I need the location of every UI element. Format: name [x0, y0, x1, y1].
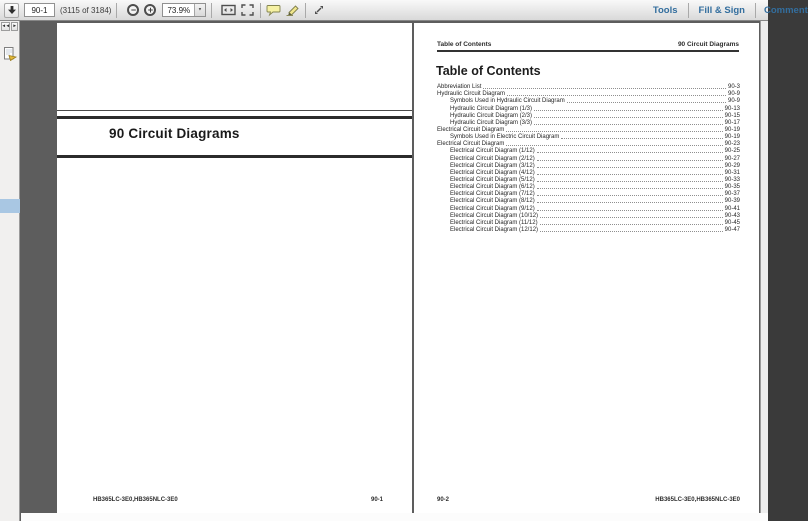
toc-entry[interactable]: [437, 183, 740, 190]
toc-dot-leader: [537, 202, 723, 203]
toc-entry-label: Electrical Circuit Diagram (9/12): [450, 205, 535, 212]
toolbar-separator: [755, 3, 756, 18]
toc-entry[interactable]: [437, 176, 740, 183]
toc-entry[interactable]: [437, 204, 740, 211]
fit-width-icon: [221, 4, 236, 16]
toc-entry-page: 90-9: [727, 91, 740, 98]
toc-entry-label: Electrical Circuit Diagram (10/12): [450, 212, 539, 219]
toc-dot-leader: [507, 95, 726, 96]
toc-entry-label: Electrical Circuit Diagram (3/12): [450, 162, 535, 169]
toc-entry[interactable]: [437, 162, 740, 169]
toc-entry[interactable]: [437, 169, 740, 176]
selected-thumbnail-indicator[interactable]: [0, 199, 20, 213]
toc-entry[interactable]: [437, 154, 740, 161]
page-thumbnails-icon: [3, 47, 17, 62]
title-rule-top: [57, 116, 412, 119]
toc-entry[interactable]: [437, 219, 740, 226]
toc-entry-page: 90-13: [724, 105, 740, 112]
zoom-out-button[interactable]: −: [127, 4, 139, 16]
toc-entry[interactable]: [437, 197, 740, 204]
toc-entry[interactable]: [437, 83, 740, 90]
footer-page-number: 90-2: [437, 497, 450, 503]
toc-dot-leader: [537, 195, 723, 196]
running-header-chapter: 90 Circuit Diagrams: [677, 41, 739, 48]
toc-entry-page: 90-19: [724, 126, 740, 133]
chapter-title: 90 Circuit Diagrams: [109, 126, 240, 141]
toc-dot-leader: [540, 224, 723, 225]
fit-page-button[interactable]: [240, 3, 255, 18]
toolbar-right-group: [644, 0, 808, 20]
toc-entry-page: 90-45: [724, 219, 740, 226]
document-page-right: [414, 23, 759, 513]
toc-entry-label: Electrical Circuit Diagram (5/12): [450, 176, 535, 183]
double-left-arrow-icon: ◄◄: [1, 23, 10, 29]
toc-entry-page: 90-31: [724, 169, 740, 176]
toc-entry[interactable]: [437, 97, 740, 104]
sidebar-nav-buttons: [0, 21, 19, 32]
toc-dot-leader: [534, 110, 723, 111]
toc-entry-label: Electrical Circuit Diagram (7/12): [450, 191, 535, 198]
footer-page-number: 90-1: [370, 497, 383, 503]
running-header-section: Table of Contents: [437, 41, 492, 48]
page-number-input[interactable]: [24, 3, 55, 17]
toc-entry-page: 90-17: [724, 119, 740, 126]
toc-entry-page: 90-3: [727, 84, 740, 91]
fit-width-button[interactable]: [221, 3, 236, 18]
toolbar-separator: [211, 3, 212, 18]
toc-entry[interactable]: [437, 126, 740, 133]
title-rule-bottom: [57, 155, 412, 158]
navigation-sidebar: [0, 21, 20, 521]
title-rule-thin: [57, 110, 412, 111]
toc-entry-label: Symbols Used in Hydraulic Circuit Diagram: [450, 98, 565, 105]
page-count-label: (3115 of 3184): [60, 5, 112, 15]
toc-entry-label: Electrical Circuit Diagram (11/12): [450, 219, 538, 226]
footer-model-code: HB365LC-3E0,HB365NLC-3E0: [93, 497, 178, 503]
tools-panel-button[interactable]: Tools: [652, 4, 678, 16]
zoom-level-value: 73.9%: [167, 6, 191, 15]
add-comment-button[interactable]: [266, 3, 281, 18]
toc-dot-leader: [537, 174, 723, 175]
toc-entry-page: 90-29: [724, 162, 740, 169]
toc-entry-label: Hydraulic Circuit Diagram (1/3): [450, 105, 533, 112]
comment-bubble-icon: [266, 4, 281, 16]
toc-entry[interactable]: [437, 226, 740, 233]
toc-dot-leader: [537, 152, 723, 153]
toolbar: [0, 0, 808, 21]
footer-model-code: HB365LC-3E0,HB365NLC-3E0: [655, 497, 740, 503]
toc-entry[interactable]: [437, 133, 740, 140]
toc-heading: Table of Contents: [436, 64, 541, 78]
zoom-dropdown-button[interactable]: [194, 4, 205, 16]
toc-dot-leader: [537, 160, 723, 161]
toc-entry[interactable]: [437, 190, 740, 197]
toc-entry[interactable]: [437, 147, 740, 154]
toc-list: [437, 83, 740, 233]
toc-dot-leader: [537, 167, 723, 168]
sign-document-button[interactable]: [285, 3, 300, 18]
toc-entry-page: 90-47: [724, 226, 740, 233]
toc-entry[interactable]: [437, 90, 740, 97]
zoom-level-select[interactable]: [162, 3, 206, 17]
toc-dot-leader: [567, 102, 726, 103]
toc-entry-label: Electrical Circuit Diagram: [437, 126, 505, 133]
toc-entry-page: 90-41: [724, 205, 740, 212]
toolbar-separator: [116, 3, 117, 18]
toc-entry-label: Electrical Circuit Diagram (2/12): [450, 155, 535, 162]
toc-entry-page: 90-33: [724, 176, 740, 183]
toolbar-separator: [260, 3, 261, 18]
toc-dot-leader: [561, 138, 722, 139]
toc-entry-page: 90-25: [724, 148, 740, 155]
fit-page-icon: [241, 4, 254, 16]
toolbar-separator: [688, 3, 689, 18]
toolbar-separator: [305, 3, 306, 18]
expand-arrows-icon: [313, 4, 325, 16]
toc-entry-page: 90-35: [724, 184, 740, 191]
toc-dot-leader: [534, 124, 723, 125]
toc-entry-label: Hydraulic Circuit Diagram (3/3): [450, 119, 533, 126]
arrow-down-icon: [7, 5, 17, 15]
expand-pane-button[interactable]: [11, 22, 18, 31]
toc-entry-label: Hydraulic Circuit Diagram (2/3): [450, 112, 533, 119]
toc-entry-label: Abbreviation List: [437, 84, 482, 91]
comment-panel-button[interactable]: Comment: [764, 4, 808, 16]
fullscreen-button[interactable]: [311, 3, 326, 18]
document-page-left: [57, 23, 412, 513]
fill-sign-panel-button[interactable]: Fill & Sign: [698, 4, 745, 16]
toc-dot-leader: [506, 145, 722, 146]
toc-entry-label: Electrical Circuit Diagram (4/12): [450, 169, 535, 176]
toc-entry-page: 90-37: [724, 191, 740, 198]
toc-entry[interactable]: [437, 119, 740, 126]
toc-entry[interactable]: [437, 104, 740, 111]
toc-entry-label: Electrical Circuit Diagram: [437, 141, 505, 148]
chevron-down-icon: ▼: [198, 7, 203, 13]
toc-dot-leader: [540, 231, 723, 232]
toc-dot-leader: [537, 210, 723, 211]
toc-entry-label: Electrical Circuit Diagram (12/12): [450, 226, 539, 233]
toc-entry-label: Hydraulic Circuit Diagram: [437, 91, 506, 98]
toc-entry-page: 90-15: [724, 112, 740, 119]
toc-entry-page: 90-27: [724, 155, 740, 162]
toc-dot-leader: [537, 188, 723, 189]
toc-dot-leader: [483, 88, 726, 89]
toc-entry-label: Symbols Used in Electric Circuit Diagram: [450, 134, 560, 141]
toc-entry[interactable]: [437, 140, 740, 147]
toc-entry-page: 90-19: [724, 134, 740, 141]
toc-entry-label: Electrical Circuit Diagram (8/12): [450, 198, 535, 205]
toc-dot-leader: [540, 217, 723, 218]
toc-entry-page: 90-9: [727, 98, 740, 105]
running-header-rule: [437, 50, 739, 52]
toc-dot-leader: [537, 181, 723, 182]
signature-pen-icon: [285, 4, 300, 16]
toc-dot-leader: [506, 131, 722, 132]
toc-entry-page: 90-39: [724, 198, 740, 205]
toc-entry[interactable]: [437, 112, 740, 119]
toc-entry-page: 90-43: [724, 212, 740, 219]
page-thumbnails-panel-button[interactable]: [3, 47, 17, 67]
toc-dot-leader: [534, 117, 723, 118]
toc-entry-label: Electrical Circuit Diagram (1/12): [450, 148, 535, 155]
toc-entry[interactable]: [437, 212, 740, 219]
collapse-pane-button[interactable]: [1, 22, 10, 31]
next-page-edge: [21, 513, 768, 521]
right-arrow-icon: ►: [12, 23, 17, 29]
vertical-scrollbar[interactable]: [760, 21, 768, 513]
toc-entry-label: Electrical Circuit Diagram (6/12): [450, 184, 535, 191]
toc-entry-page: 90-23: [724, 141, 740, 148]
next-page-button[interactable]: [4, 3, 19, 18]
zoom-in-button[interactable]: +: [144, 4, 156, 16]
